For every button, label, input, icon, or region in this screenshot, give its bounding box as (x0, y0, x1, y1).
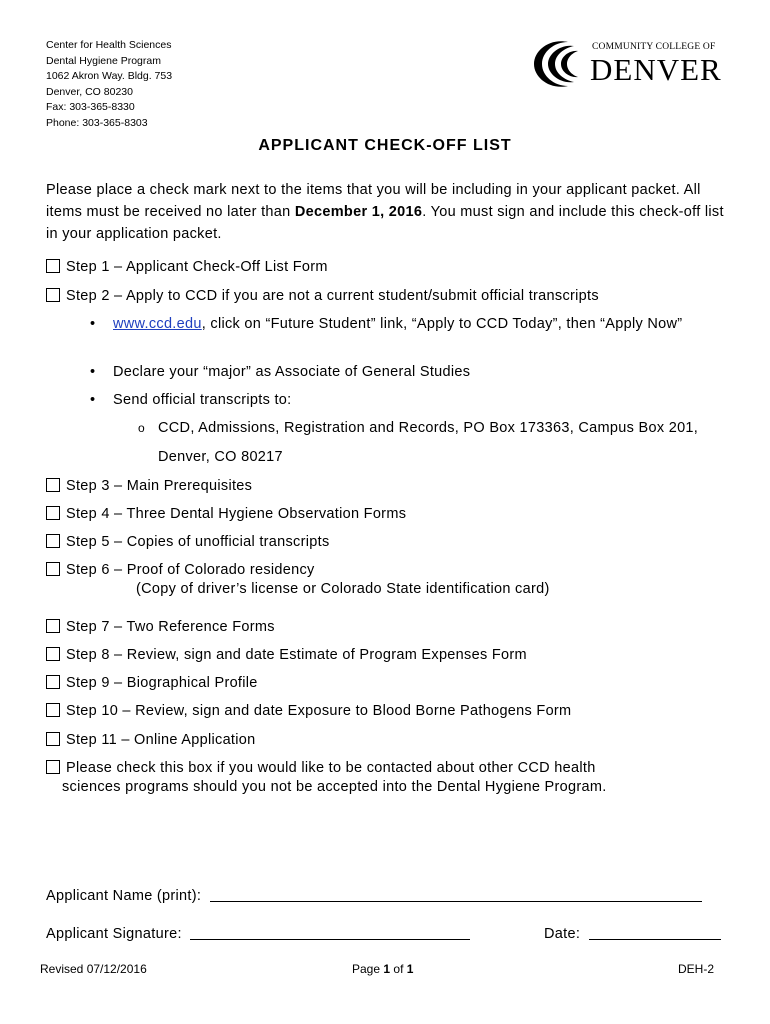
ccd-swoosh-icon (528, 36, 588, 92)
step-1-label: Step 1 – Applicant Check-Off List Form (66, 259, 328, 275)
step-8-row (46, 646, 527, 664)
header-address (46, 38, 172, 132)
address-line: Center for Health Sciences (46, 39, 172, 51)
step-9-row (46, 674, 258, 692)
sub-bullet-icon: o (138, 421, 145, 435)
step-2-checkbox[interactable] (46, 288, 60, 302)
contact-checkbox[interactable] (46, 760, 60, 774)
intro-deadline: December 1, 2016 (294, 204, 423, 220)
step-8-checkbox[interactable] (46, 647, 60, 661)
step-6-note: (Copy of driver’s license or Colorado State identification card) (136, 581, 550, 597)
contact-row (46, 759, 596, 777)
contact-line2: sciences programs should you not be accepted into the Dental Hygiene Program. (62, 779, 607, 795)
address-line: Denver, CO 80230 (46, 85, 133, 98)
bullet-1-text: , click on “Future Student” link, “Apply to CCD Today”, then “Apply Now” (201, 316, 683, 332)
bullet-icon: • (90, 316, 96, 332)
step-11-row (46, 731, 256, 749)
step-10-label: Step 10 – Review, sign and date Exposure to Blood Borne Pathogens Form (66, 703, 572, 719)
step-9-label: Step 9 – Biographical Profile (66, 675, 258, 691)
bullet-3-text: Send official transcripts to: (113, 392, 292, 408)
logo-line1: COMMUNITY COLLEGE OF (592, 42, 716, 52)
step-6-label: Step 6 – Proof of Colorado residency (66, 562, 315, 578)
applicant-signature-field[interactable] (190, 939, 470, 940)
address-line: Phone: 303-365-8303 (46, 116, 148, 129)
form-code: DEH-2 (678, 962, 715, 976)
transcript-address-text: CCD, Admissions, Registration and Records, PO Box 173363, Campus Box 201, Denver, CO 80217 (158, 420, 699, 465)
step-1-checkbox[interactable] (46, 259, 60, 273)
step-11-label: Step 11 – Online Application (66, 732, 256, 748)
date-row (544, 925, 721, 943)
address-line: Dental Hygiene Program (46, 54, 161, 67)
page-current: 1 (383, 962, 391, 976)
step-3-checkbox[interactable] (46, 478, 60, 492)
applicant-name-label: Applicant Name (print): (46, 888, 202, 904)
step-6-row (46, 561, 315, 579)
bullet-icon: • (90, 392, 96, 408)
intro-part2: . You must sign and include this check-off list in your application packet. (46, 204, 724, 242)
step-4-row (46, 505, 406, 523)
step-9-checkbox[interactable] (46, 675, 60, 689)
step-3-row (46, 477, 252, 495)
step-3-label: Step 3 – Main Prerequisites (66, 478, 253, 494)
bullet-2-text: Declare your “major” as Associate of General Studies (113, 364, 471, 380)
step-7-row (46, 618, 275, 636)
bullet-icon: • (90, 364, 96, 380)
date-field[interactable] (589, 939, 721, 940)
page-number (352, 962, 413, 976)
step-10-checkbox[interactable] (46, 703, 60, 717)
applicant-signature-label: Applicant Signature: (46, 926, 182, 942)
of-word: of (393, 962, 404, 976)
step-10-row (46, 702, 571, 720)
logo-line2: DENVER (590, 52, 722, 87)
step-5-checkbox[interactable] (46, 534, 60, 548)
page-total: 1 (406, 962, 414, 976)
page-title: APPLICANT CHECK-OFF LIST (258, 137, 512, 154)
step-2-row (46, 287, 599, 305)
step-5-row (46, 533, 330, 551)
step-1-row (46, 258, 328, 276)
ccd-logo (528, 36, 720, 92)
applicant-signature-row (46, 925, 470, 943)
address-line: Fax: 303-365-8330 (46, 101, 135, 114)
applicant-name-field[interactable] (210, 901, 702, 902)
ccd-website-link[interactable]: www.ccd.edu (113, 316, 202, 332)
step-2-label: Step 2 – Apply to CCD if you are not a current student/submit official transcripts (66, 288, 599, 304)
contact-line1: Please check this box if you would like to be contacted about other CCD health (66, 760, 596, 776)
step-4-checkbox[interactable] (46, 506, 60, 520)
page-word: Page (352, 962, 381, 976)
revised-date: Revised 07/12/2016 (40, 962, 147, 976)
address-line: 1062 Akron Way. Bldg. 753 (46, 70, 173, 83)
intro-paragraph (46, 179, 726, 245)
intro-part1: Please place a check mark next to the items that you will be including in your applicant packet. All items must be received no later than (46, 182, 701, 220)
applicant-name-row (46, 887, 702, 905)
date-label: Date: (544, 926, 581, 942)
step-8-label: Step 8 – Review, sign and date Estimate of Program Expenses Form (66, 647, 527, 663)
step-7-label: Step 7 – Two Reference Forms (66, 619, 275, 635)
step-6-checkbox[interactable] (46, 562, 60, 576)
step-7-checkbox[interactable] (46, 619, 60, 633)
step-5-label: Step 5 – Copies of unofficial transcripts (66, 534, 330, 550)
step-11-checkbox[interactable] (46, 732, 60, 746)
step-4-label: Step 4 – Three Dental Hygiene Observation Forms (66, 506, 407, 522)
